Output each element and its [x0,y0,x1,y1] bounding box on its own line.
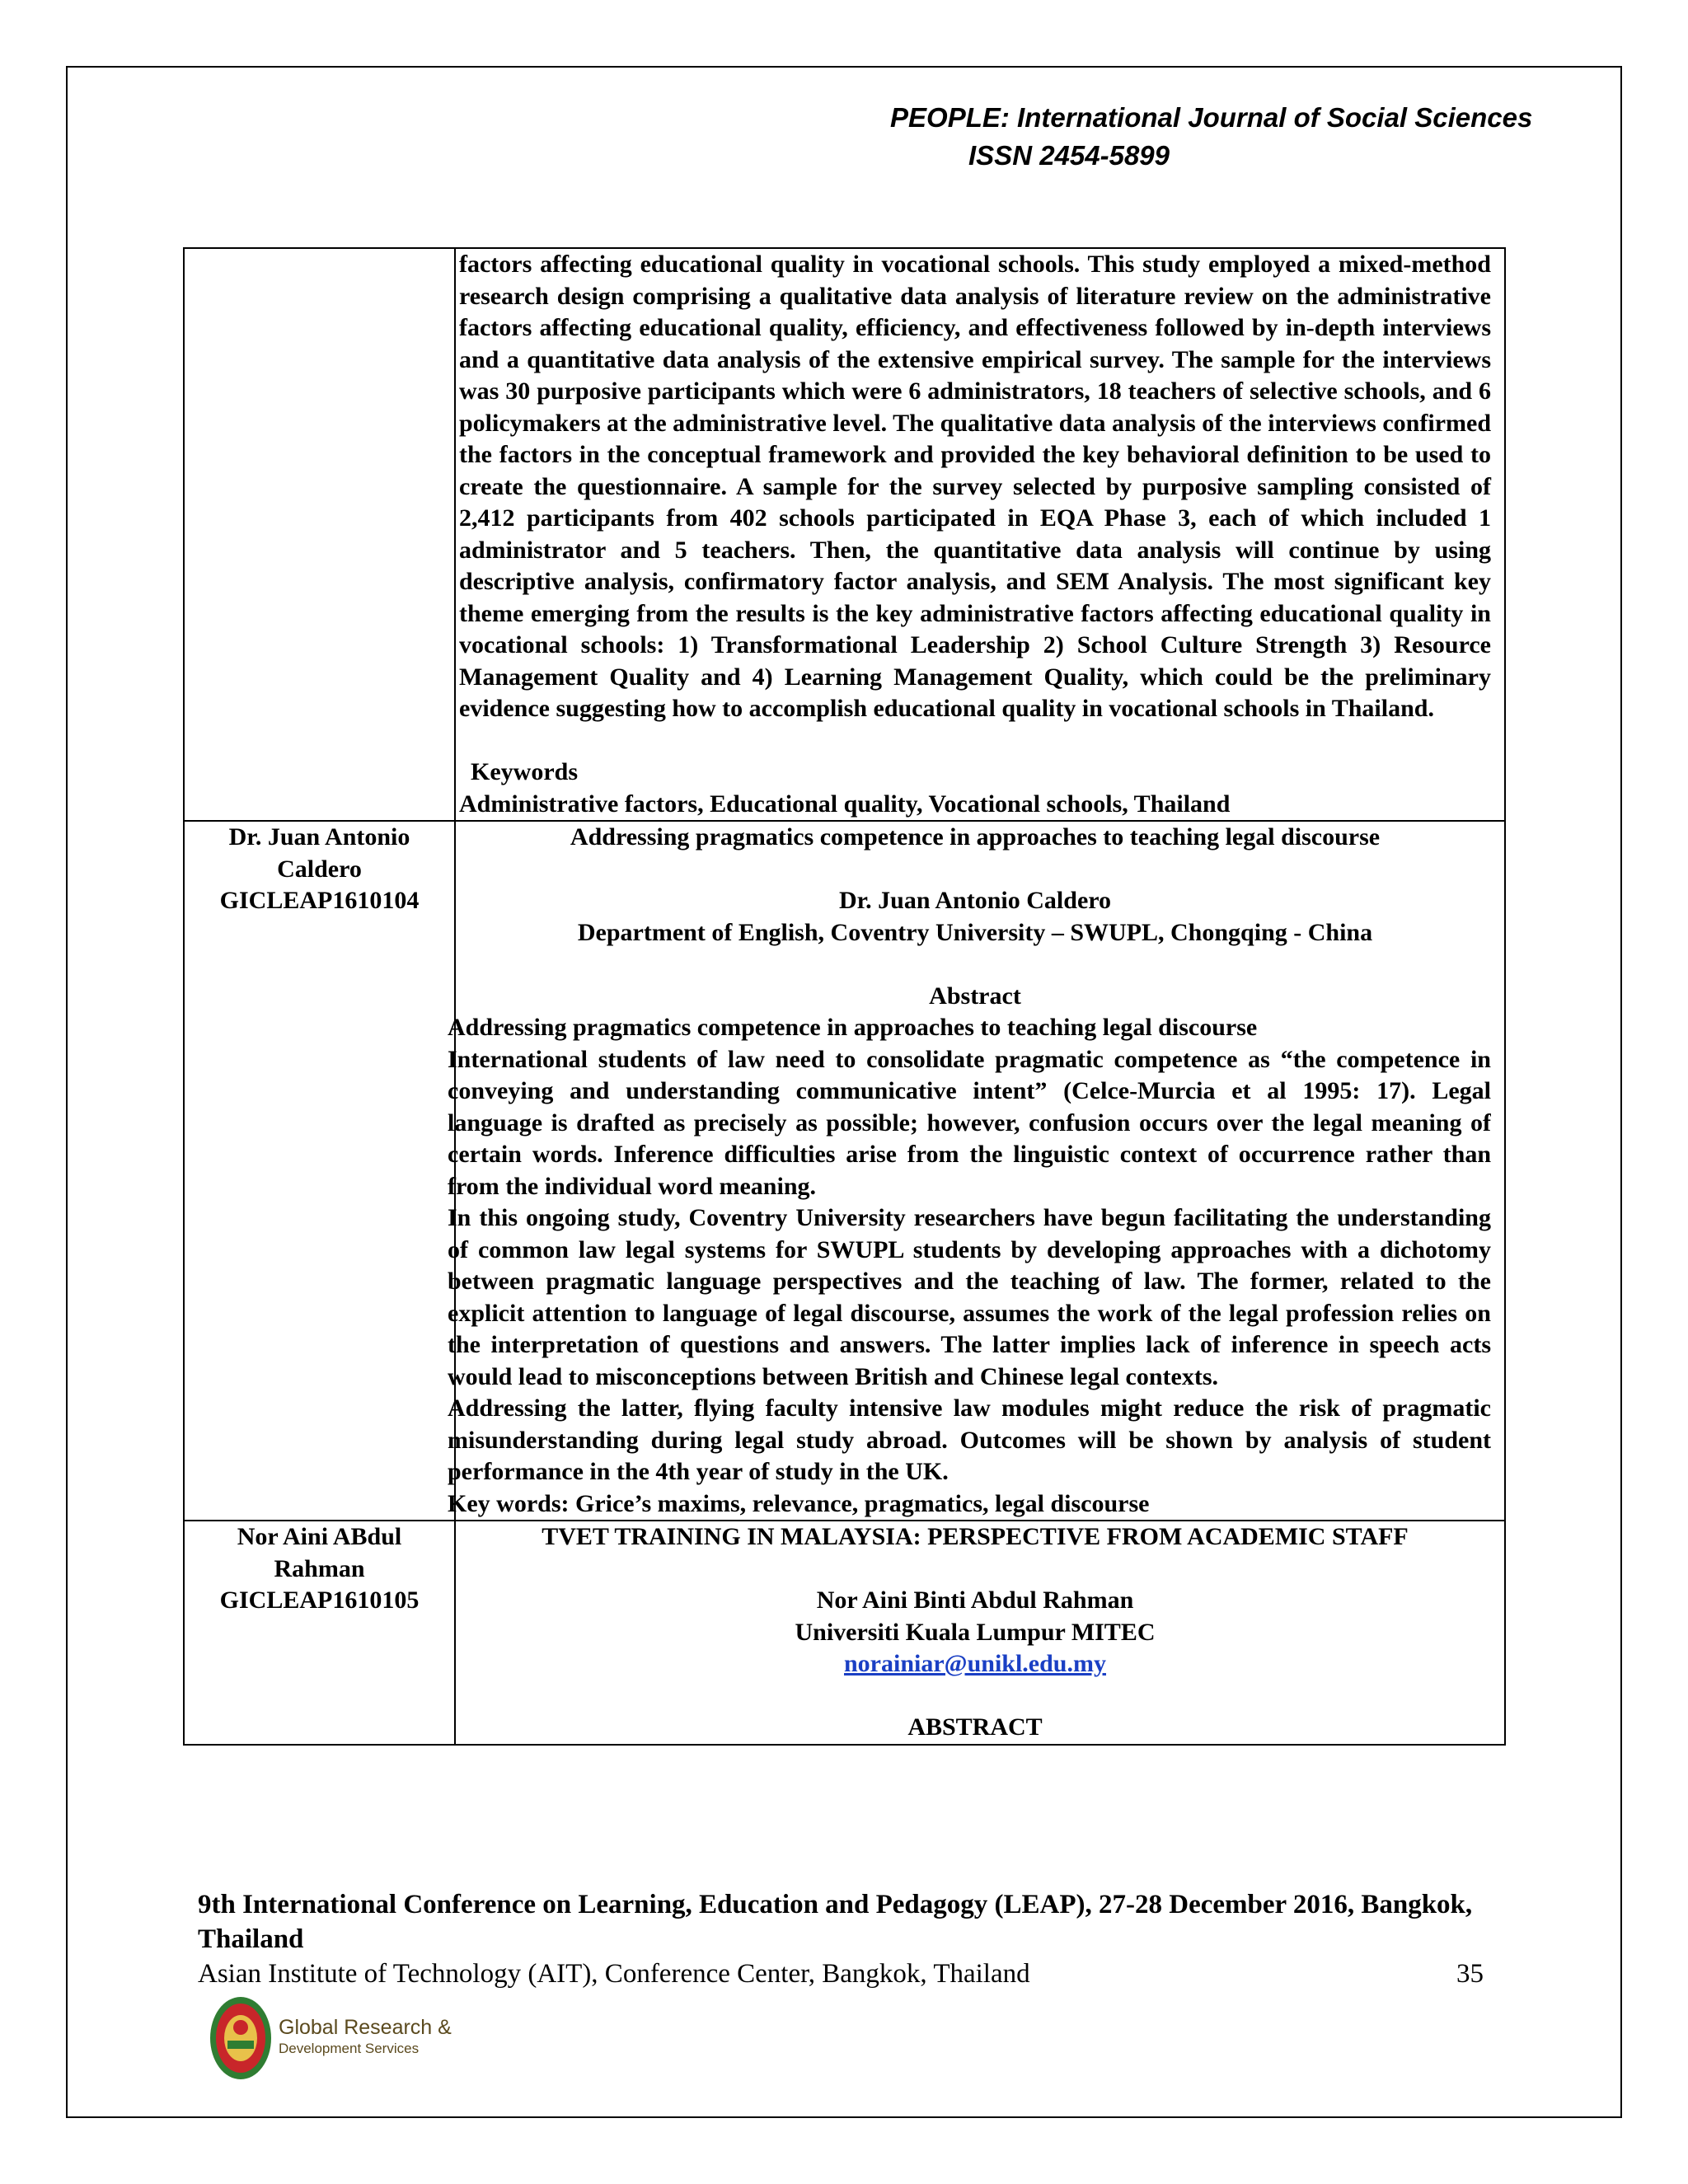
abstract-text: factors affecting educational quality in vocational schools. This study employed a mixed-method research design comprising a qualitative data analysis of literature review on the administrative factors affecting educational quality, efficiency, and effectiveness followed by in-depth interviews and a quantitative data analysis of the extensive empirical survey. The sample for the interviews was 30 purposive participants which were 6 administrators, 18 teachers of selective schools, and 6 policymakers at the administrative level. The qualitative data analysis of the interviews confirmed the factors in the conceptual framework and provided the key behavioral definition to be used to create the questionnaire. A sample for the survey selected by purposive sampling consisted of 2,412 participants from 402 schools participated in EQA Phase 3, each of which included 1 administrator and 5 teachers. Then, the quantitative data analysis will continue by using descriptive analysis, confirmatory factor analysis, and SEM Analysis. The most significant key theme emerging from the results is the key administrative factors affecting educational quality in vocational schools: 1) Transformational Leadership 2) School Culture Strength 3) Resource Management Quality and 4) Learning Management Quality, which could be the preliminary evidence suggesting how to accomplish educational quality in vocational schools in Thailand. [459,251,1491,722]
abstract-title-line: Addressing pragmatics competence in approaches to teaching legal discourse [448,1014,1258,1041]
paper-affiliation: Universiti Kuala Lumpur MITEC [795,1618,1156,1646]
logo-text-line2: Development Services [279,2041,420,2056]
table-row [184,821,1505,1521]
page-number: 35 [1456,1959,1484,1989]
abstract-cell [455,1521,1505,1745]
author-cell [184,821,455,1521]
paper-id: GICLEAP1610105 [219,1586,420,1614]
journal-title: PEOPLE: International Journal of Social Sciences [890,102,1533,133]
abstract-heading: ABSTRACT [907,1713,1043,1741]
abstract-paragraph-3: Addressing the latter, flying faculty intensive law modules might reduce the risk of pragmatic misunderstanding during legal study abroad. Outcomes will be shown by analysis of student performance in the 4th year of study in the UK. [448,1394,1491,1485]
table-row [184,248,1505,821]
paper-affiliation: Department of English, Coventry University – SWUPL, Chongqing - China [577,918,1373,946]
journal-issn: ISSN 2454-5899 [968,140,1170,171]
journal-header [824,99,1566,175]
abstract-cell [455,248,1505,821]
abstract-body [448,1012,1491,1520]
keywords-label: Keywords [471,758,578,785]
conference-line: 9th International Conference on Learning, Education and Pedagogy (LEAP), 27-28 December 2016, Bangkok, Thailand [198,1890,1473,1954]
keywords-text: Administrative factors, Educational quality, Vocational schools, Thailand [459,790,1231,818]
paper-title: TVET TRAINING IN MALAYSIA: PERSPECTIVE FROM ACADEMIC STAFF [542,1523,1409,1550]
abstract-cell [448,821,1505,1521]
author-cell [184,1521,455,1745]
abstract-heading: Abstract [929,982,1021,1010]
paper-title: Addressing pragmatics competence in approaches to teaching legal discourse [570,823,1381,851]
abstracts-table [183,247,1506,1746]
logo-emblem-icon [208,1993,274,2083]
publisher-logo [208,1993,452,2083]
paper-author: Nor Aini Binti Abdul Rahman [816,1586,1134,1614]
key-words-line: Key words: Grice’s maxims, relevance, pragmatics, legal discourse [448,1489,1150,1517]
email-link[interactable]: norainiar@unikl.edu.my [844,1650,1106,1677]
author-name: Nor Aini ABdul [237,1523,402,1550]
logo-text-line1: Global Research & [279,2016,452,2039]
venue-line: Asian Institute of Technology (AIT), Conference Center, Bangkok, Thailand [198,1959,1030,1989]
author-name-cont: Rahman [274,1554,365,1582]
footer [198,1887,1484,1991]
paper-author: Dr. Juan Antonio Caldero [838,887,1112,914]
abstract-paragraph-1: International students of law need to consolidate pragmatic competence as “the competence in conveying and understanding communicative intent” (Celce-Murcia et al 1995: 17). Legal language is drafted as precisely as possible; however, confusion occurs over the legal meaning of certain words. Inference difficulties arise from the linguistic context of occurrence rather than from the individual word meaning. [448,1045,1491,1200]
author-cell-empty [184,248,455,821]
abstract-paragraph-2: In this ongoing study, Coventry University researchers have begun facilitating the understanding of common law legal systems for SWUPL students by developing approaches with a dichotomy between pragmatic language perspectives and the teaching of law. The former, related to the explicit attention to language of legal discourse, assumes the work of the legal profession relies on the interpretation of questions and answers. The latter implies lack of inference in speech acts would lead to misconceptions between British and Chinese legal contexts. [448,1204,1491,1390]
author-name: Dr. Juan Antonio [228,823,410,851]
table-row [184,1521,1505,1745]
author-name-cont: Caldero [277,855,362,883]
paper-id: GICLEAP1610104 [219,887,420,914]
